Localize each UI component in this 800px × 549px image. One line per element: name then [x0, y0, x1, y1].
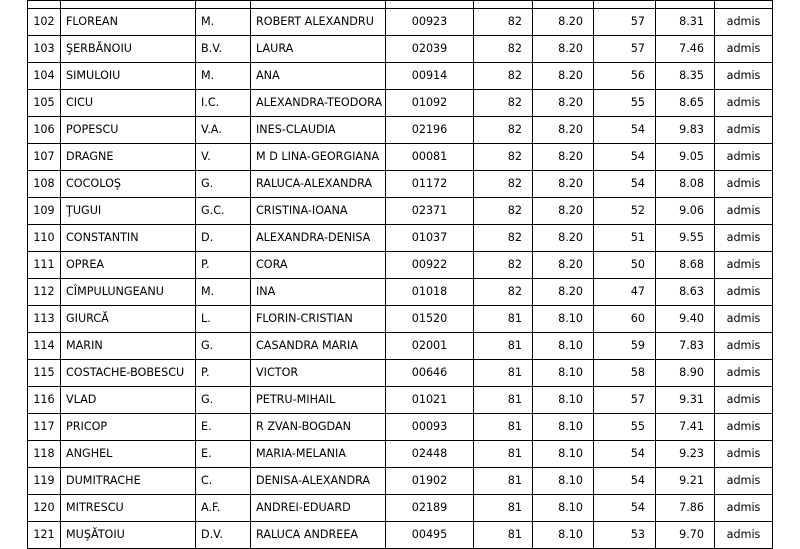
row-number-cell: 119	[28, 468, 61, 495]
row-number-cell: 106	[28, 117, 61, 144]
given-name-cell: ANA	[251, 63, 386, 90]
status-cell: admis	[715, 198, 773, 225]
score-cell: 55	[594, 90, 656, 117]
row-number-cell: 116	[28, 387, 61, 414]
status-cell: admis	[715, 225, 773, 252]
table-row	[28, 414, 773, 441]
table-cell	[594, 1, 656, 9]
code-cell: 02448	[386, 441, 474, 468]
surname-cell: MARIN	[61, 333, 196, 360]
row-number-cell: 107	[28, 144, 61, 171]
code-cell: 02189	[386, 495, 474, 522]
given-name-cell: CASANDRA MARIA	[251, 333, 386, 360]
final-grade-cell: 9.70	[656, 522, 715, 549]
score-cell: 54	[594, 171, 656, 198]
given-name-cell: PETRU-MIHAIL	[251, 387, 386, 414]
surname-cell: DRAGNE	[61, 144, 196, 171]
table-cell	[61, 1, 196, 9]
initial-cell: G.C.	[196, 198, 251, 225]
table-row	[28, 495, 773, 522]
table-row	[28, 171, 773, 198]
surname-cell: ANGHEL	[61, 441, 196, 468]
final-grade-cell: 8.68	[656, 252, 715, 279]
table-row	[28, 36, 773, 63]
final-grade-cell: 9.40	[656, 306, 715, 333]
table-row	[28, 387, 773, 414]
grade-cell: 8.10	[533, 333, 594, 360]
code-cell: 01902	[386, 468, 474, 495]
table-cell	[715, 1, 773, 9]
row-number-cell: 105	[28, 90, 61, 117]
final-grade-cell: 9.31	[656, 387, 715, 414]
code-cell: 00081	[386, 144, 474, 171]
grade-cell: 8.10	[533, 495, 594, 522]
row-number-cell: 104	[28, 63, 61, 90]
status-cell: admis	[715, 279, 773, 306]
initial-cell: I.C.	[196, 90, 251, 117]
grade-cell: 8.20	[533, 63, 594, 90]
initial-cell: E.	[196, 441, 251, 468]
points-cell: 82	[474, 90, 533, 117]
final-grade-cell: 9.05	[656, 144, 715, 171]
final-grade-cell: 8.31	[656, 9, 715, 36]
code-cell: 01021	[386, 387, 474, 414]
code-cell: 00923	[386, 9, 474, 36]
row-number-cell: 108	[28, 171, 61, 198]
code-cell: 00922	[386, 252, 474, 279]
table-cell	[533, 1, 594, 9]
score-cell: 50	[594, 252, 656, 279]
final-grade-cell: 9.55	[656, 225, 715, 252]
code-cell: 01520	[386, 306, 474, 333]
final-grade-cell: 9.23	[656, 441, 715, 468]
status-cell: admis	[715, 144, 773, 171]
row-number-cell: 110	[28, 225, 61, 252]
table-row-fragment	[28, 1, 773, 9]
final-grade-cell: 9.21	[656, 468, 715, 495]
surname-cell: SIMULOIU	[61, 63, 196, 90]
initial-cell: V.	[196, 144, 251, 171]
given-name-cell: R ZVAN-BOGDAN	[251, 414, 386, 441]
grade-cell: 8.20	[533, 171, 594, 198]
given-name-cell: RALUCA ANDREEA	[251, 522, 386, 549]
surname-cell: ŢUGUI	[61, 198, 196, 225]
given-name-cell: ALEXANDRA-TEODORA	[251, 90, 386, 117]
table-row	[28, 441, 773, 468]
score-cell: 58	[594, 360, 656, 387]
final-grade-cell: 7.41	[656, 414, 715, 441]
row-number-cell: 111	[28, 252, 61, 279]
surname-cell: GIURCĂ	[61, 306, 196, 333]
final-grade-cell: 7.83	[656, 333, 715, 360]
status-cell: admis	[715, 495, 773, 522]
score-cell: 55	[594, 414, 656, 441]
table-row	[28, 306, 773, 333]
grade-cell: 8.10	[533, 387, 594, 414]
row-number-cell: 102	[28, 9, 61, 36]
given-name-cell: CORA	[251, 252, 386, 279]
code-cell: 01172	[386, 171, 474, 198]
results-table-body	[28, 1, 773, 549]
code-cell: 02371	[386, 198, 474, 225]
surname-cell: MITRESCU	[61, 495, 196, 522]
code-cell: 00093	[386, 414, 474, 441]
row-number-cell: 117	[28, 414, 61, 441]
code-cell: 01037	[386, 225, 474, 252]
code-cell: 00646	[386, 360, 474, 387]
final-grade-cell: 8.35	[656, 63, 715, 90]
surname-cell: POPESCU	[61, 117, 196, 144]
row-number-cell: 113	[28, 306, 61, 333]
initial-cell: M.	[196, 279, 251, 306]
grade-cell: 8.20	[533, 36, 594, 63]
initial-cell: E.	[196, 414, 251, 441]
grade-cell: 8.20	[533, 279, 594, 306]
row-number-cell: 114	[28, 333, 61, 360]
table-cell	[251, 1, 386, 9]
table-row	[28, 468, 773, 495]
status-cell: admis	[715, 387, 773, 414]
points-cell: 82	[474, 144, 533, 171]
surname-cell: COSTACHE-BOBESCU	[61, 360, 196, 387]
row-number-cell: 109	[28, 198, 61, 225]
given-name-cell: VICTOR	[251, 360, 386, 387]
table-row	[28, 90, 773, 117]
final-grade-cell: 9.06	[656, 198, 715, 225]
final-grade-cell: 9.83	[656, 117, 715, 144]
initial-cell: V.A.	[196, 117, 251, 144]
grade-cell: 8.20	[533, 117, 594, 144]
points-cell: 81	[474, 522, 533, 549]
score-cell: 54	[594, 117, 656, 144]
score-cell: 56	[594, 63, 656, 90]
table-row	[28, 333, 773, 360]
row-number-cell: 120	[28, 495, 61, 522]
grade-cell: 8.20	[533, 144, 594, 171]
table-row	[28, 9, 773, 36]
points-cell: 82	[474, 117, 533, 144]
grade-cell: 8.10	[533, 306, 594, 333]
initial-cell: A.F.	[196, 495, 251, 522]
surname-cell: CÎMPULUNGEANU	[61, 279, 196, 306]
score-cell: 52	[594, 198, 656, 225]
points-cell: 82	[474, 9, 533, 36]
surname-cell: PRICOP	[61, 414, 196, 441]
code-cell: 00914	[386, 63, 474, 90]
initial-cell: D.V.	[196, 522, 251, 549]
row-number-cell: 112	[28, 279, 61, 306]
score-cell: 53	[594, 522, 656, 549]
row-number-cell: 103	[28, 36, 61, 63]
row-number-cell: 115	[28, 360, 61, 387]
points-cell: 82	[474, 36, 533, 63]
given-name-cell: MARIA-MELANIA	[251, 441, 386, 468]
code-cell: 00495	[386, 522, 474, 549]
points-cell: 82	[474, 198, 533, 225]
status-cell: admis	[715, 414, 773, 441]
table-cell	[474, 1, 533, 9]
grade-cell: 8.20	[533, 225, 594, 252]
table-row	[28, 225, 773, 252]
score-cell: 57	[594, 387, 656, 414]
score-cell: 60	[594, 306, 656, 333]
surname-cell: CICU	[61, 90, 196, 117]
grade-cell: 8.20	[533, 198, 594, 225]
points-cell: 81	[474, 360, 533, 387]
score-cell: 54	[594, 144, 656, 171]
table-cell	[386, 1, 474, 9]
final-grade-cell: 8.08	[656, 171, 715, 198]
surname-cell: VLAD	[61, 387, 196, 414]
score-cell: 51	[594, 225, 656, 252]
grade-cell: 8.10	[533, 360, 594, 387]
results-table	[27, 0, 773, 549]
points-cell: 81	[474, 387, 533, 414]
table-cell	[196, 1, 251, 9]
given-name-cell: INA	[251, 279, 386, 306]
points-cell: 81	[474, 441, 533, 468]
grade-cell: 8.20	[533, 9, 594, 36]
score-cell: 54	[594, 441, 656, 468]
initial-cell: P.	[196, 252, 251, 279]
points-cell: 81	[474, 468, 533, 495]
points-cell: 82	[474, 225, 533, 252]
given-name-cell: DENISA-ALEXANDRA	[251, 468, 386, 495]
grade-cell: 8.20	[533, 90, 594, 117]
grade-cell: 8.10	[533, 522, 594, 549]
given-name-cell: LAURA	[251, 36, 386, 63]
status-cell: admis	[715, 522, 773, 549]
status-cell: admis	[715, 360, 773, 387]
status-cell: admis	[715, 468, 773, 495]
status-cell: admis	[715, 306, 773, 333]
points-cell: 82	[474, 171, 533, 198]
given-name-cell: ALEXANDRA-DENISA	[251, 225, 386, 252]
initial-cell: G.	[196, 171, 251, 198]
code-cell: 02001	[386, 333, 474, 360]
final-grade-cell: 8.63	[656, 279, 715, 306]
surname-cell: ŞERBĂNOIU	[61, 36, 196, 63]
score-cell: 57	[594, 9, 656, 36]
surname-cell: FLOREAN	[61, 9, 196, 36]
surname-cell: DUMITRACHE	[61, 468, 196, 495]
surname-cell: COCOLOŞ	[61, 171, 196, 198]
initial-cell: M.	[196, 63, 251, 90]
table-cell	[28, 1, 61, 9]
points-cell: 81	[474, 306, 533, 333]
score-cell: 59	[594, 333, 656, 360]
status-cell: admis	[715, 333, 773, 360]
given-name-cell: CRISTINA-IOANA	[251, 198, 386, 225]
table-row	[28, 522, 773, 549]
status-cell: admis	[715, 90, 773, 117]
status-cell: admis	[715, 252, 773, 279]
table-row	[28, 117, 773, 144]
table-row	[28, 144, 773, 171]
initial-cell: L.	[196, 306, 251, 333]
score-cell: 54	[594, 495, 656, 522]
points-cell: 81	[474, 414, 533, 441]
code-cell: 01018	[386, 279, 474, 306]
given-name-cell: RALUCA-ALEXANDRA	[251, 171, 386, 198]
table-row	[28, 63, 773, 90]
status-cell: admis	[715, 117, 773, 144]
score-cell: 57	[594, 36, 656, 63]
code-cell: 02196	[386, 117, 474, 144]
initial-cell: M.	[196, 9, 251, 36]
code-cell: 02039	[386, 36, 474, 63]
points-cell: 82	[474, 63, 533, 90]
initial-cell: B.V.	[196, 36, 251, 63]
status-cell: admis	[715, 171, 773, 198]
table-cell	[656, 1, 715, 9]
score-cell: 54	[594, 468, 656, 495]
initial-cell: P.	[196, 360, 251, 387]
status-cell: admis	[715, 36, 773, 63]
final-grade-cell: 8.90	[656, 360, 715, 387]
surname-cell: OPREA	[61, 252, 196, 279]
given-name-cell: INES-CLAUDIA	[251, 117, 386, 144]
grade-cell: 8.10	[533, 441, 594, 468]
code-cell: 01092	[386, 90, 474, 117]
row-number-cell: 121	[28, 522, 61, 549]
final-grade-cell: 7.46	[656, 36, 715, 63]
grade-cell: 8.10	[533, 468, 594, 495]
status-cell: admis	[715, 441, 773, 468]
initial-cell: C.	[196, 468, 251, 495]
initial-cell: D.	[196, 225, 251, 252]
points-cell: 81	[474, 495, 533, 522]
surname-cell: CONSTANTIN	[61, 225, 196, 252]
score-cell: 47	[594, 279, 656, 306]
surname-cell: MUŞĂTOIU	[61, 522, 196, 549]
initial-cell: G.	[196, 333, 251, 360]
given-name-cell: FLORIN-CRISTIAN	[251, 306, 386, 333]
initial-cell: G.	[196, 387, 251, 414]
final-grade-cell: 7.86	[656, 495, 715, 522]
given-name-cell: M D LINA-GEORGIANA	[251, 144, 386, 171]
points-cell: 82	[474, 279, 533, 306]
table-row	[28, 279, 773, 306]
given-name-cell: ANDREI-EDUARD	[251, 495, 386, 522]
grade-cell: 8.10	[533, 414, 594, 441]
grade-cell: 8.20	[533, 252, 594, 279]
points-cell: 81	[474, 333, 533, 360]
table-row	[28, 198, 773, 225]
final-grade-cell: 8.65	[656, 90, 715, 117]
status-cell: admis	[715, 9, 773, 36]
table-row	[28, 360, 773, 387]
row-number-cell: 118	[28, 441, 61, 468]
given-name-cell: ROBERT ALEXANDRU	[251, 9, 386, 36]
status-cell: admis	[715, 63, 773, 90]
points-cell: 82	[474, 252, 533, 279]
table-row	[28, 252, 773, 279]
